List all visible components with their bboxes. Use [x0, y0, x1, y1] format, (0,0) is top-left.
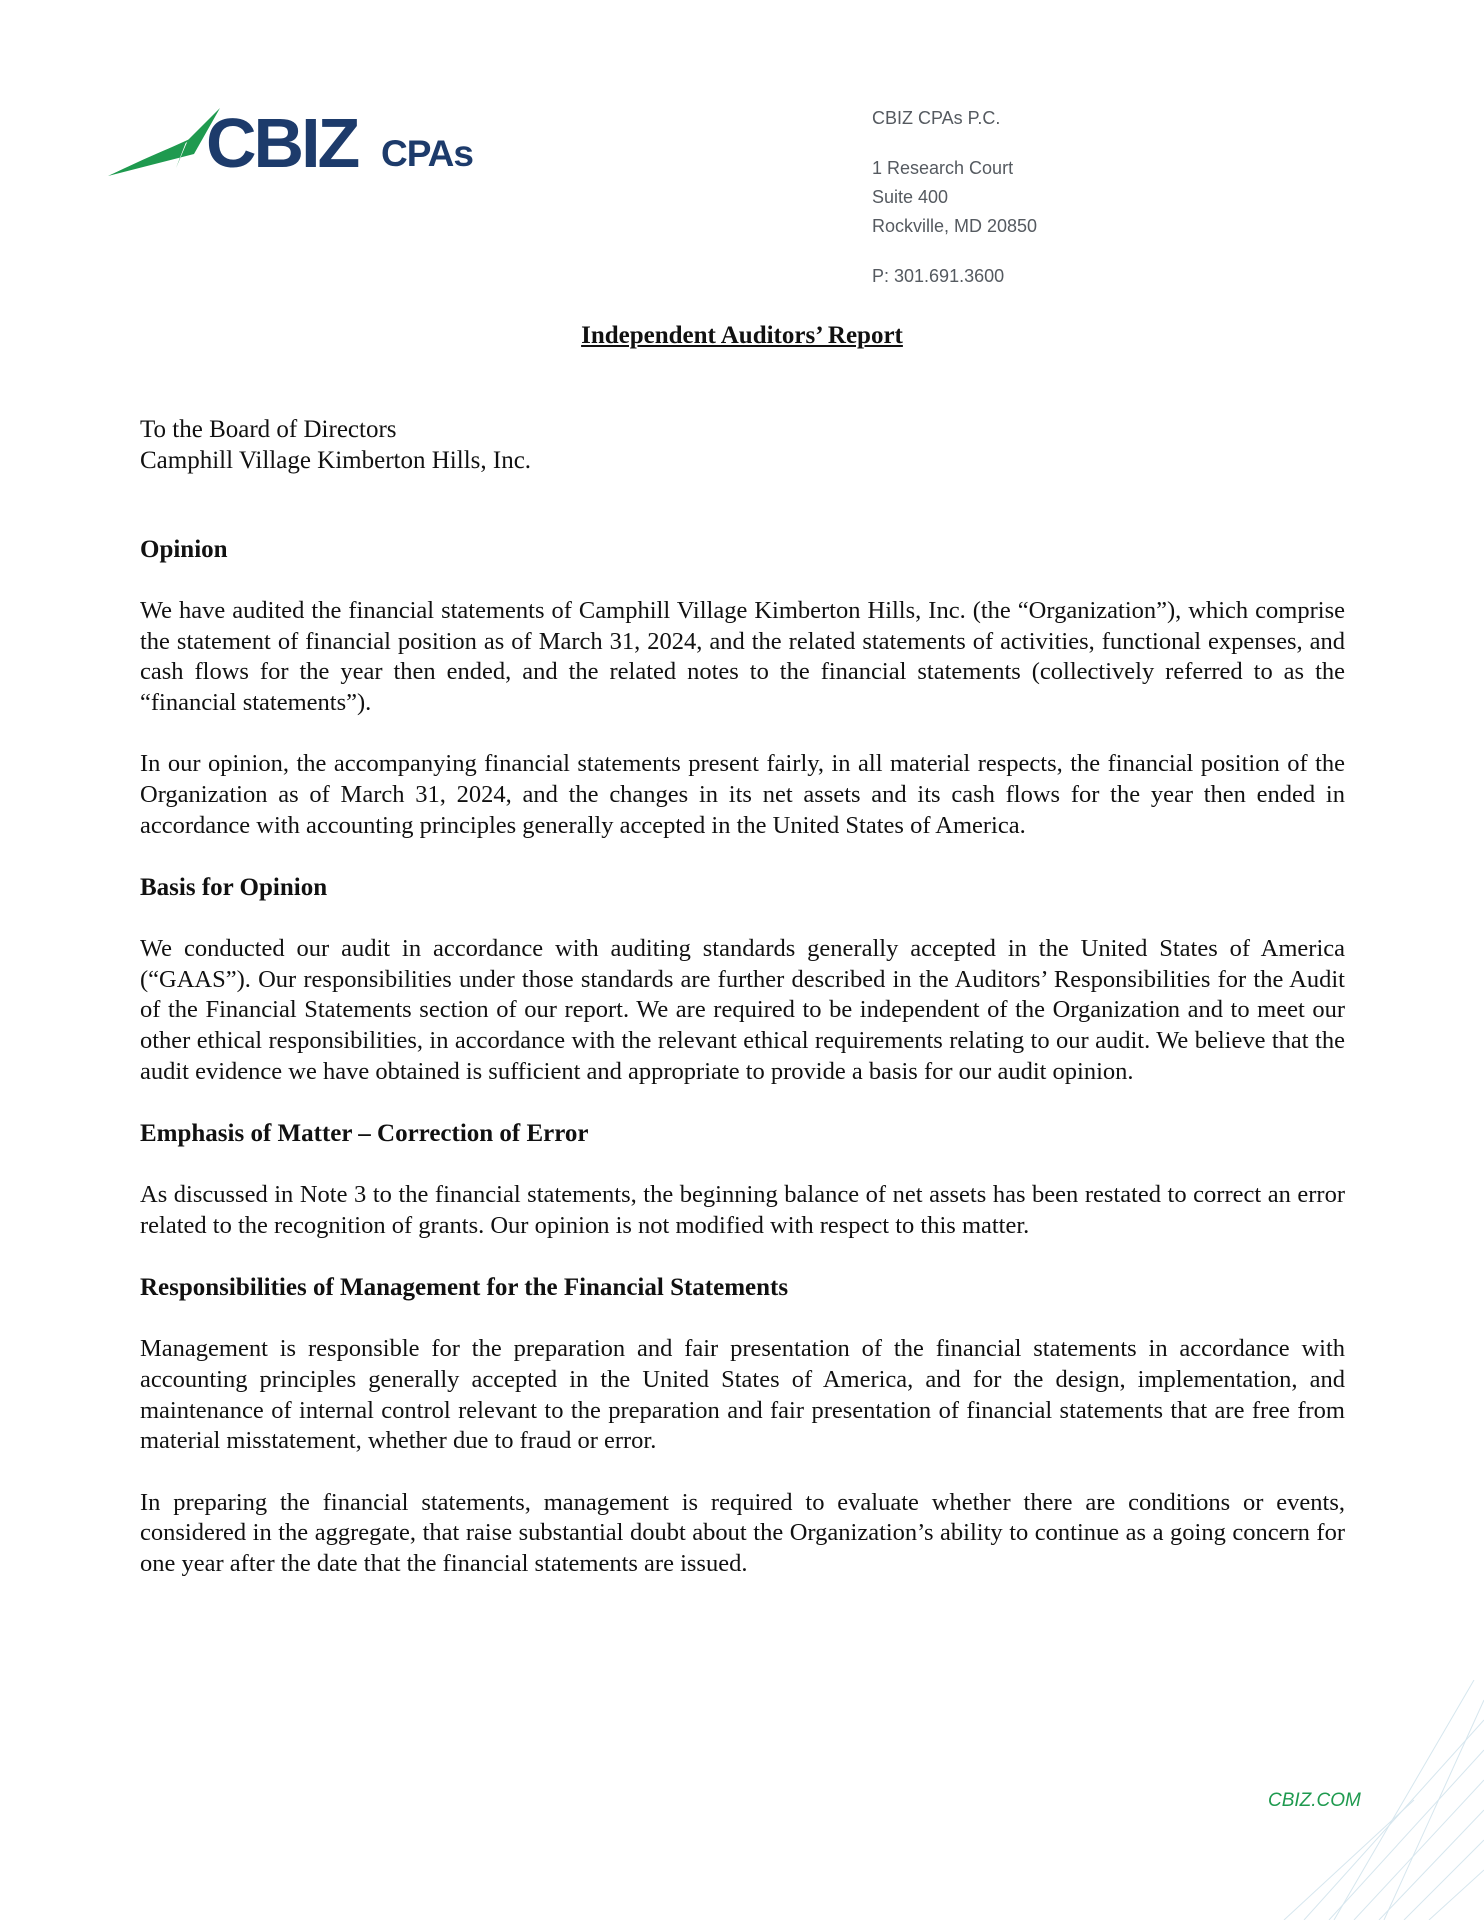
basis-paragraph: We conducted our audit in accordance with auditing standards generally accepted in the United States of America (“GAAS”). Our responsibilities under those standards are further described in the Auditors’ Responsibilities for the Audit of the Financial Statements section of our report. We are required to be independent of the Organization and to meet our other ethical responsibilities, in accordance with the relevant ethical requirements relating to our audit. We believe that the audit evidence we have obtained is sufficient and appropriate to provide a basis for our audit opinion. [140, 935, 1345, 1085]
addressee-line-2: Camphill Village Kimberton Hills, Inc. [140, 447, 532, 474]
section-heading-emphasis: Emphasis of Matter – Correction of Error [140, 1120, 589, 1148]
firm-name: CBIZ CPAs P.C. [872, 108, 1001, 128]
address-line-3: Rockville, MD 20850 [872, 216, 1038, 236]
management-paragraph-2: In preparing the financial statements, management is required to evaluate whether there are conditions or events, considered in the aggregate, that raise substantial doubt about the Organization’s ability to continue as a going concern for one year after the date that the financial statements are issued. [140, 1488, 1345, 1577]
section-heading-opinion: Opinion [140, 536, 228, 563]
addressee [140, 414, 531, 476]
report-body [140, 534, 1345, 1610]
firm-address [872, 104, 1192, 291]
opinion-paragraph-1: We have audited the financial statements of Camphill Village Kimberton Hills, Inc. (the “Organization”), which comprise the statement of financial position as of March 31, 2024, and the related statements of activities, functional expenses, and cash flows for the year then ended, and the related notes to the financial statements (collectively referred to as the “financial statements”). [140, 597, 1345, 716]
emphasis-paragraph: As discussed in Note 3 to the financial statements, the beginning balance of net assets has been restated to correct an error related to the recognition of grants. Our opinion is not modified with respect to this matter. [140, 1181, 1345, 1239]
opinion-paragraph-2: In our opinion, the accompanying financial statements present fairly, in all material respects, the financial position of the Organization as of March 31, 2024, and the changes in its net assets and its cash flows for the year then ended in accordance with accounting principles generally accepted in the United States of America. [140, 750, 1345, 839]
address-line-1: 1 Research Court [872, 158, 1014, 178]
management-paragraph-1: Management is responsible for the preparation and fair presentation of the financial statements in accordance with accounting principles generally accepted in the United States of America, and for the design, implementation, and maintenance of internal control relevant to the preparation and fair presentation of financial statements that are free from material misstatement, whether due to fraud or error. [140, 1335, 1345, 1455]
phone-number: P: 301.691.3600 [872, 266, 1005, 286]
section-heading-basis: Basis for Opinion [140, 874, 328, 902]
cbiz-logo [108, 106, 488, 184]
website-link[interactable]: CBIZ.COM [1268, 1790, 1361, 1811]
address-line-2: Suite 400 [872, 187, 949, 207]
logo-wordmark: CBIZ [206, 104, 358, 182]
report-title: Independent Auditors’ Report [581, 322, 903, 349]
logo-subtext: CPAs [381, 133, 473, 174]
section-heading-management: Responsibilities of Management for the Financial Statements [140, 1274, 789, 1302]
addressee-line-1: To the Board of Directors [140, 416, 397, 443]
